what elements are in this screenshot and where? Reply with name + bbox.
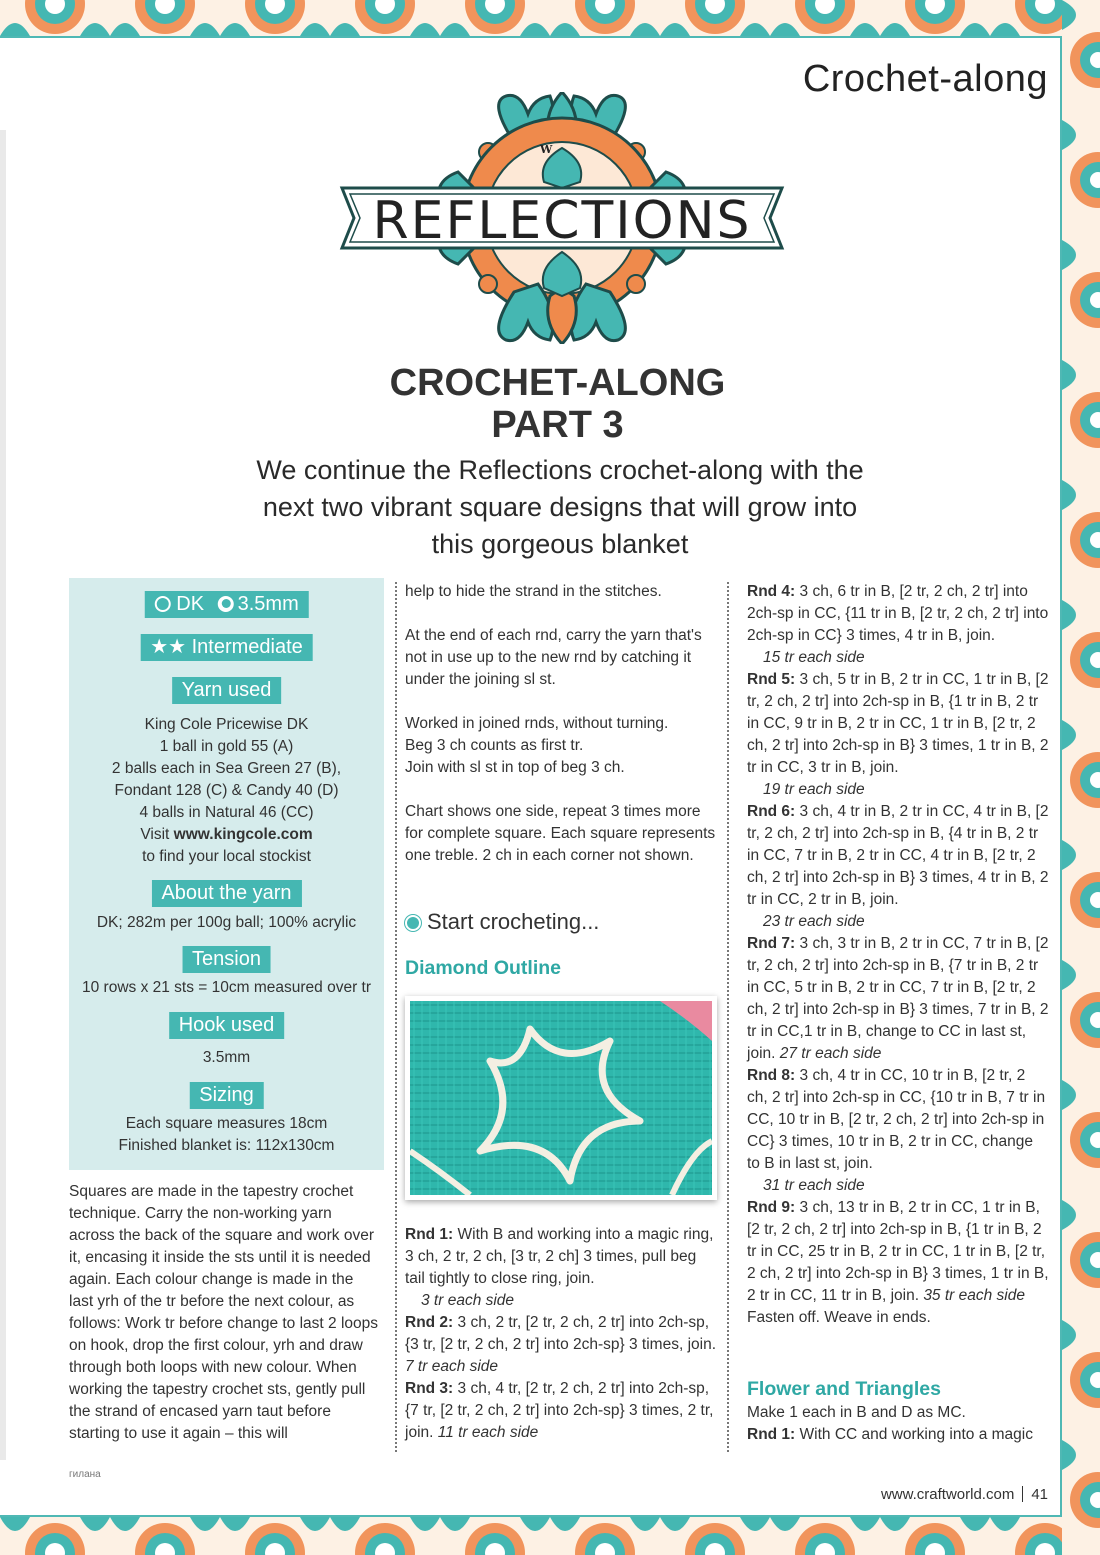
- stitch-count: 7 tr each side: [405, 1358, 499, 1375]
- yarn-used-heading: Yarn used: [172, 677, 282, 704]
- round-text: 3 ch, 13 tr in B, 2 tr in CC, 1 tr in B, [2 tr, 2 ch, 2 tr] into 2ch-sp in B, {1 tr in B, 2 tr in CC, 25 tr in B, 2 tr in CC, 1 tr in B, [2 tr, 2 ch, 2 tr] into 2ch-sp in B} 3 times, 1 tr in B, 2 tr in CC, 11 tr in B, join.: [747, 1199, 1049, 1304]
- text-line: Make 1 each in B and D as MC.: [747, 1404, 966, 1421]
- sizing-line: Each square measures 18cm: [125, 1115, 328, 1132]
- round-label: Rnd 6:: [747, 803, 796, 820]
- stitch-count: 11 tr each side: [437, 1424, 539, 1441]
- visit-prefix: Visit: [140, 826, 174, 843]
- round-instruction: [405, 1312, 717, 1378]
- round-label: Rnd 1:: [405, 1226, 454, 1243]
- round-instruction: [405, 1378, 717, 1444]
- yarn-used-list: [69, 714, 384, 868]
- round-label: Rnd 2:: [405, 1314, 454, 1331]
- hook-used-heading: Hook used: [169, 1012, 285, 1039]
- footer-watermark: гилана: [69, 1469, 101, 1480]
- round-instruction: [747, 801, 1049, 933]
- visit-line: [69, 824, 384, 846]
- start-crocheting-heading: [405, 909, 599, 935]
- round-text: 3 ch, 6 tr in B, [2 tr, 2 ch, 2 tr] into 2ch-sp in CC, {11 tr in B, [2 tr, 2 ch, 2 tr] into 2ch-sp in CC} 3 times, 4 tr in B, join.: [747, 583, 1049, 644]
- round-text: 3 ch, 4 tr, [2 tr, 2 ch, 2 tr] into 2ch-sp, {7 tr, [2 tr, 2 ch, 2 tr] into 2ch-sp} 3 times, 2 tr, join.: [405, 1380, 714, 1441]
- flower-triangles-text: [747, 1402, 1049, 1446]
- yarn-line: 4 balls in Natural 46 (CC): [139, 804, 314, 821]
- paragraph: help to hide the strand in the stitches.: [405, 583, 662, 600]
- round-label: Rnd 9:: [747, 1199, 796, 1216]
- fasten-off-text: Fasten off. Weave in ends.: [747, 1309, 931, 1326]
- hook-icon: [218, 596, 234, 612]
- decorative-border-bottom: [0, 1517, 1100, 1555]
- hook-size-label: 3.5mm: [237, 593, 299, 615]
- crochet-square-image: [410, 1001, 712, 1195]
- paragraph: [405, 713, 717, 779]
- footer-separator: [1022, 1486, 1023, 1502]
- stitch-count: 27 tr each side: [779, 1045, 882, 1062]
- round-label: Rnd 1:: [747, 1426, 796, 1443]
- decorative-border-right: [1062, 0, 1100, 1555]
- round-label: Rnd 3:: [405, 1380, 454, 1397]
- yarn-ball-icon: [405, 915, 421, 931]
- flower-triangles-heading: Flower and Triangles: [747, 1378, 941, 1400]
- yarn-weight-label: DK: [176, 593, 205, 615]
- round-instruction: [747, 581, 1049, 669]
- round-label: Rnd 5:: [747, 671, 796, 688]
- text-line: Join with sl st in top of beg 3 ch.: [405, 759, 625, 776]
- logo-mark: W: [540, 143, 553, 156]
- round-text: With B and working into a magic ring, 3 ch, 2 tr, 2 ch, [3 tr, 2 ch] 3 times, pull beg tail tightly to close ring, join.: [405, 1226, 714, 1287]
- text-line: Beg 3 ch counts as first tr.: [405, 737, 584, 754]
- column-divider: [395, 582, 397, 1452]
- sizing-text: [69, 1113, 384, 1157]
- round-text: With CC and working into a magic: [799, 1426, 1033, 1443]
- diamond-rounds-1-3: [405, 1224, 717, 1444]
- round-text: 3 ch, 4 tr in CC, 10 tr in B, [2 tr, 2 ch, 2 tr] into 2ch-sp in CC, {10 tr in B, 7 tr in CC, 10 tr in B, [2 tr, 2 ch, 2 tr] into 2ch-sp in CC} 3 times, 10 tr in B, 2 tr in CC, change to B in last st, join.: [747, 1067, 1046, 1172]
- stitch-count: 31 tr each side: [763, 1177, 865, 1194]
- paragraph: Chart shows one side, repeat 3 times more for complete square. Each square represents one treble. 2 ch in each corner not shown.: [405, 803, 716, 864]
- stitch-count: 19 tr each side: [763, 781, 865, 798]
- yarn-weight-tag: [144, 591, 308, 618]
- logo-wordmark: REFLECTIONS: [372, 191, 752, 251]
- mandala-pattern-icon: [0, 1517, 1100, 1555]
- round-text: 3 ch, 2 tr, [2 tr, 2 ch, 2 tr] into 2ch-sp, {3 tr, [2 tr, 2 ch, 2 tr] into 2ch-sp} 3 times, join.: [405, 1314, 717, 1353]
- round-text: 3 ch, 3 tr in B, 2 tr in CC, 7 tr in B, [2 tr, 2 ch, 2 tr] into 2ch-sp in B, {7 tr in B, 2 tr in CC, 5 tr in B, 2 tr in CC, 7 tr in B, [2 tr, 2 ch, 2 tr] into 2ch-sp in B} 3 times, 7 tr in B, 2 tr in CC,1 tr in B, change to CC in last st, join.: [747, 935, 1049, 1062]
- round-instruction: [747, 1197, 1049, 1307]
- round-label: Rnd 4:: [747, 583, 796, 600]
- yarn-line: 1 ball in gold 55 (A): [159, 738, 294, 755]
- round-label: Rnd 7:: [747, 935, 796, 952]
- paragraph: At the end of each rnd, carry the yarn that's not in use up to the new rnd by catching it under the joining sl st.: [405, 627, 702, 688]
- decorative-border-top: [0, 0, 1100, 36]
- page-footer: [881, 1486, 1048, 1503]
- yarn-line: King Cole Pricewise DK: [144, 716, 309, 733]
- footer-url[interactable]: www.craftworld.com: [880, 1486, 1015, 1503]
- stitch-count: 35 tr each side: [923, 1287, 1025, 1304]
- hook-used-text: 3.5mm: [202, 1049, 251, 1066]
- about-yarn-heading: About the yarn: [151, 880, 301, 907]
- stitch-count: 3 tr each side: [421, 1292, 515, 1309]
- column-three: [747, 581, 1049, 1329]
- page-title: CROCHET-ALONG: [389, 362, 726, 404]
- round-instruction: [747, 933, 1049, 1065]
- round-text: 3 ch, 4 tr in B, 2 tr in CC, 4 tr in B, [2 tr, 2 ch, 2 tr] into 2ch-sp in B, {4 tr in B, 2 tr in CC, 7 tr in B, 2 tr in CC, 4 tr in B, [2 tr, 2 ch, 2 tr] into 2ch-sp in B} 3 times, 4 tr in B, 2 tr in CC, 2 tr in B, join.: [747, 803, 1049, 908]
- tapestry-technique-text: Squares are made in the tapestry crochet technique. Carry the non-working yarn across the back of the square and work over it, encasing it inside the sts until it is needed again. Each colour change is made in the last yrh of the tr before the next colour, as follows: Work tr before change to last 2 loops on hook, drop the first colour, yrh and draw through both loops with new colour. When working the tapestry crochet sts, gently pull the strand of encased yarn taut before starting to use it again – this will: [69, 1183, 379, 1442]
- yarn-ball-icon: [154, 596, 170, 612]
- page-edge-shadow: [0, 130, 6, 1460]
- pattern-info-sidebar: [69, 578, 384, 1170]
- stitch-count: 23 tr each side: [763, 913, 865, 930]
- stockist-line: to find your local stockist: [142, 848, 311, 865]
- page-title-part: PART 3: [491, 404, 624, 446]
- yarn-line: 2 balls each in Sea Green 27 (B),: [111, 760, 342, 777]
- page-number: 41: [1031, 1486, 1048, 1503]
- intro-text: We continue the Reflections crochet-along with the next two vibrant square designs that will grow into this gorgeous blanket: [256, 455, 864, 559]
- round-instruction: [747, 1065, 1049, 1197]
- text-line: Worked in joined rnds, without turning.: [405, 715, 669, 732]
- start-label: Start crocheting...: [427, 909, 600, 934]
- tension-text: 10 rows x 21 sts = 10cm measured over tr: [81, 979, 372, 996]
- column-divider: [727, 582, 729, 1452]
- skill-level-tag: ★★ Intermediate: [140, 634, 313, 661]
- stitch-count: 15 tr each side: [763, 649, 865, 666]
- round-instruction: [405, 1224, 717, 1312]
- sizing-line: Finished blanket is: 112x130cm: [118, 1137, 335, 1154]
- column-two: [405, 581, 717, 867]
- round-label: Rnd 8:: [747, 1067, 796, 1084]
- yarn-line: Fondant 128 (C) & Candy 40 (D): [114, 782, 339, 799]
- mandala-pattern-icon: [0, 0, 1100, 36]
- about-yarn-text: DK; 282m per 100g ball; 100% acrylic: [96, 914, 357, 931]
- diamond-outline-heading: Diamond Outline: [405, 957, 561, 979]
- kingcole-link[interactable]: www.kingcole.com: [173, 826, 313, 843]
- mandala-pattern-icon: [1062, 0, 1100, 1555]
- round-instruction: [747, 669, 1049, 801]
- sizing-heading: Sizing: [189, 1082, 263, 1109]
- tension-heading: Tension: [182, 946, 271, 973]
- section-label: Crochet-along: [802, 58, 1048, 100]
- round-text: 3 ch, 5 tr in B, 2 tr in CC, 1 tr in B, [2 tr, 2 ch, 2 tr] into 2ch-sp in B, {1 tr in B, 2 tr in CC, 9 tr in B, 2 tr in CC, 1 tr in B, [2 tr, 2 ch, 2 tr] into 2ch-sp in B} 3 times, 1 tr in B, 2 tr in CC, 3 tr in B, join.: [747, 671, 1049, 776]
- diamond-square-photo: [405, 996, 717, 1200]
